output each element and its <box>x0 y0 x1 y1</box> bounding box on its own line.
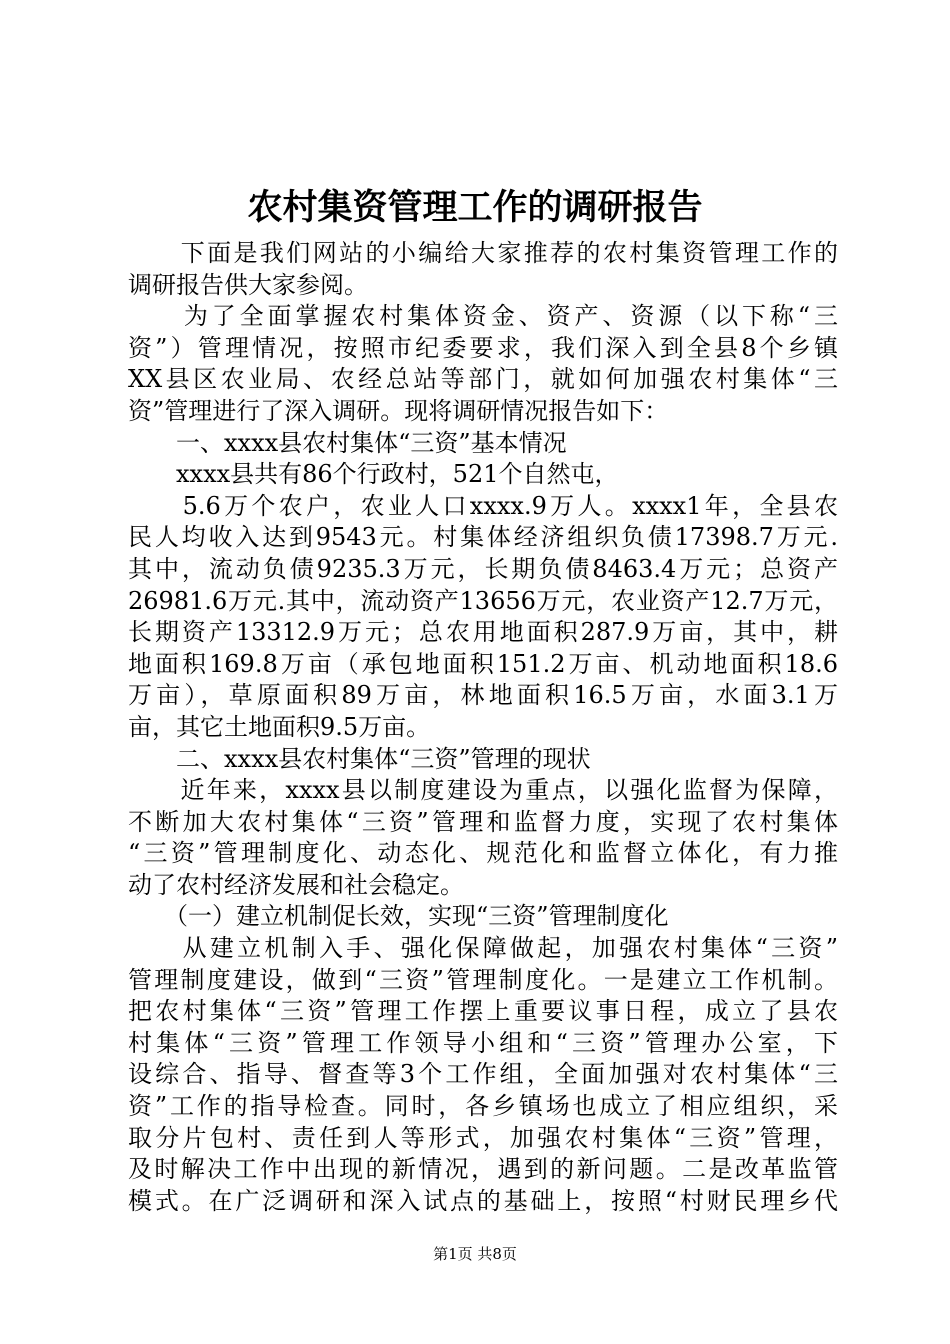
body-line: “三资”管理制度化、动态化、规范化和监督立体化，有力推 <box>128 839 838 868</box>
body-line: 5.6万个农户，农业人口xxxx.9万人。xxxx1年，全县农 <box>128 491 838 520</box>
body-line: 万亩），草原面积89万亩，林地面积16.5万亩，水面3.1万 <box>128 681 838 710</box>
body-line: （一）建立机制促长效，实现“三资”管理制度化 <box>128 902 669 931</box>
body-line: 其中，流动负债9235.3万元，长期负债8463.4万元；总资产 <box>128 554 838 583</box>
body-line: 资”工作的指导检查。同时，各乡镇场也成立了相应组织，采 <box>128 1092 838 1121</box>
body-line: 村集体“三资”管理工作领导小组和“三资”管理办公室，下 <box>128 1028 838 1057</box>
body-line: xxxx县共有86个行政村，521个自然屯， <box>128 460 619 489</box>
body-line: 26981.6万元.其中，流动资产13656万元，农业资产12.7万元， <box>128 586 838 615</box>
body-line: 模式。在广泛调研和深入试点的基础上，按照“村财民理乡代 <box>128 1186 838 1215</box>
body-line: 地面积169.8万亩（承包地面积151.2万亩、机动地面积18.6 <box>128 649 838 678</box>
body-line: 设综合、指导、督查等3个工作组，全面加强对农村集体“三 <box>128 1060 838 1089</box>
body-line: 民人均收入达到9543元。村集体经济组织负债17398.7万元. <box>128 523 838 552</box>
body-line: 取分片包村、责任到人等形式，加强农村集体“三资”管理， <box>128 1123 838 1152</box>
body-line: 管理制度建设，做到“三资”管理制度化。一是建立工作机制。 <box>128 965 838 994</box>
body-line: 下面是我们网站的小编给大家推荐的农村集资管理工作的 <box>128 239 838 267</box>
body-line: 二、xxxx县农村集体“三资”管理的现状 <box>128 744 591 773</box>
body-line: 一、xxxx县农村集体“三资”基本情况 <box>128 428 567 457</box>
body-line: 把农村集体“三资”管理工作摆上重要议事日程，成立了县农 <box>128 997 838 1026</box>
body-line: 调研报告供大家参阅。 <box>128 270 368 299</box>
body-line: 及时解决工作中出现的新情况，遇到的新问题。二是改革监管 <box>128 1155 838 1184</box>
body-line: XX县区农业局、农经总站等部门，就如何加强农村集体“三 <box>128 365 838 394</box>
body-line: 不断加大农村集体“三资”管理和监督力度，实现了农村集体 <box>128 807 838 836</box>
page-footer: 第1页 共8页 <box>433 1245 517 1263</box>
body-line: 动了农村经济发展和社会稳定。 <box>128 870 464 899</box>
body-line: 长期资产13312.9万元；总农用地面积287.9万亩，其中，耕 <box>128 618 838 647</box>
body-line: 资”）管理情况，按照市纪委要求，我们深入到全县8个乡镇 <box>128 333 838 362</box>
body-line: 资”管理进行了深入调研。现将调研情况报告如下： <box>128 396 669 425</box>
body-line: 从建立机制入手、强化保障做起，加强农村集体“三资” <box>128 934 838 963</box>
body-line: 亩，其它土地面积9.5万亩。 <box>128 712 431 741</box>
document-body <box>128 238 838 1217</box>
document-title: 农村集资管理工作的调研报告 <box>247 188 703 228</box>
body-line: 近年来，xxxx县以制度建设为重点，以强化监督为保障， <box>128 776 838 805</box>
body-line: 为了全面掌握农村集体资金、资产、资源（以下称“三 <box>128 302 838 331</box>
